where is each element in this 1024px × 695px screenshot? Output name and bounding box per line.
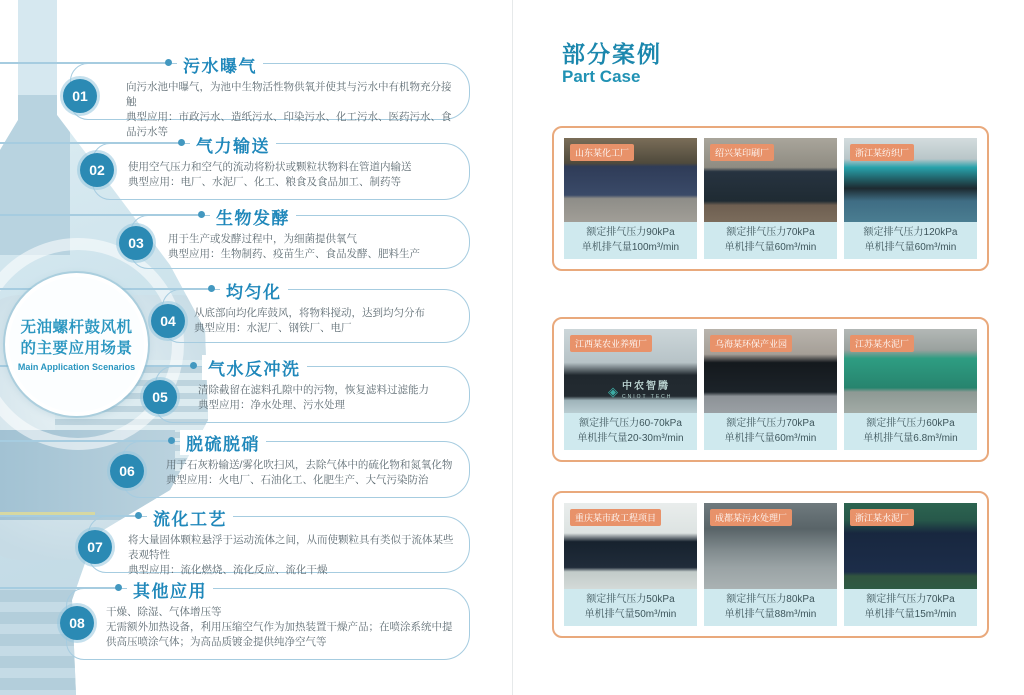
scenario-description bbox=[198, 383, 454, 413]
case-specs bbox=[844, 222, 977, 259]
scenario-title: 流化工艺 bbox=[147, 505, 233, 530]
watermark-text-en: CNIOT TECH bbox=[622, 394, 673, 400]
scenario-title: 生物发酵 bbox=[210, 204, 296, 229]
case-spec-flow: 单机排气量6.8m³/min bbox=[863, 433, 958, 444]
scenario-description bbox=[168, 232, 454, 262]
bullet-dot-icon bbox=[115, 584, 122, 591]
case-card bbox=[704, 138, 837, 259]
case-spec-pressure: 额定排气压力80kPa bbox=[726, 594, 815, 605]
case-spec-flow: 单机排气量88m³/min bbox=[724, 609, 817, 620]
scenario-item bbox=[0, 57, 470, 138]
case-group-row3 bbox=[552, 491, 989, 638]
case-spec-flow: 单机排气量15m³/min bbox=[864, 609, 957, 620]
case-card bbox=[844, 138, 977, 259]
case-spec-pressure: 额定排气压力70kPa bbox=[726, 418, 815, 429]
scenario-desc-line: 清除截留在滤料孔隙中的污物，恢复滤料过滤能力 bbox=[198, 384, 429, 396]
case-location-tag: 绍兴某印刷厂 bbox=[710, 144, 774, 161]
connector-line bbox=[0, 142, 178, 144]
case-photo bbox=[704, 503, 837, 589]
scenario-number-badge: 01 bbox=[63, 79, 97, 113]
scenario-desc-line: 用于石灰粉输送/雾化吹扫风，去除气体中的硫化物和氮氧化物 bbox=[166, 459, 453, 471]
case-location-tag: 浙江某纺织厂 bbox=[850, 144, 914, 161]
bullet-dot-icon bbox=[165, 59, 172, 66]
case-location-tag: 江苏某水泥厂 bbox=[850, 335, 914, 352]
scenario-description bbox=[106, 605, 454, 650]
scenario-number-badge: 08 bbox=[60, 606, 94, 640]
scenario-number-badge: 07 bbox=[78, 530, 112, 564]
scenario-desc-apps: 典型应用：市政污水、造纸污水、印染污水、化工污水、医药污水、食品污水等 bbox=[126, 111, 452, 138]
scenario-number-badge: 06 bbox=[110, 454, 144, 488]
page-divider bbox=[512, 0, 513, 695]
case-photo bbox=[704, 329, 837, 413]
scenario-item bbox=[0, 435, 470, 498]
case-spec-flow: 单机排气量60m³/min bbox=[724, 433, 817, 444]
case-location-tag: 重庆某市政工程项目 bbox=[570, 509, 661, 526]
scenario-desc-apps: 无需额外加热设备，利用压缩空气作为加热装置干燥产品；在喷涂系统中提供高压喷涂气体；为高品质镀金提供纯净空气等 bbox=[106, 621, 453, 648]
case-photo bbox=[564, 138, 697, 222]
case-card bbox=[704, 503, 837, 626]
bullet-dot-icon bbox=[190, 362, 197, 369]
case-specs bbox=[844, 589, 977, 626]
bullet-dot-icon bbox=[178, 139, 185, 146]
scenario-title: 脱硫脱硝 bbox=[180, 430, 266, 455]
scenario-desc-apps: 典型应用：水泥厂、钢铁厂、电厂 bbox=[194, 322, 352, 334]
case-spec-pressure: 额定排气压力70kPa bbox=[866, 594, 955, 605]
bullet-dot-icon bbox=[168, 437, 175, 444]
case-photo bbox=[844, 138, 977, 222]
scenario-desc-apps: 典型应用：流化燃烧、流化反应、流化干燥 bbox=[128, 564, 328, 576]
scenario-description bbox=[166, 458, 454, 488]
case-specs bbox=[564, 589, 697, 626]
scenario-title: 污水曝气 bbox=[177, 52, 263, 77]
scenario-description bbox=[126, 80, 454, 140]
scenario-desc-line: 从底部向均化库鼓风，将物料搅动，达到均匀分布 bbox=[194, 307, 425, 319]
scenario-description bbox=[128, 533, 454, 578]
scenario-desc-apps: 典型应用：净水处理、污水处理 bbox=[198, 399, 345, 411]
bullet-dot-icon bbox=[198, 211, 205, 218]
scenario-item bbox=[0, 209, 470, 269]
case-spec-flow: 单机排气量50m³/min bbox=[584, 609, 677, 620]
case-spec-pressure: 额定排气压力120kPa bbox=[863, 227, 958, 238]
scenario-number-badge: 04 bbox=[151, 304, 185, 338]
cases-title-cn: 部分案例 bbox=[562, 41, 662, 67]
watermark-diamond-icon: ◈ bbox=[608, 383, 618, 399]
case-location-tag: 乌海某环保产业园 bbox=[710, 335, 792, 352]
scenario-desc-line: 干燥、除湿、气体增压等 bbox=[106, 606, 222, 618]
case-location-tag: 成都某污水处理厂 bbox=[710, 509, 792, 526]
case-spec-pressure: 额定排气压力50kPa bbox=[586, 594, 675, 605]
scenario-desc-line: 用于生产或发酵过程中，为细菌提供氧气 bbox=[168, 233, 357, 245]
case-card bbox=[844, 503, 977, 626]
case-group-row1 bbox=[552, 126, 989, 271]
case-card bbox=[704, 329, 837, 450]
badge-subtitle: Main Application Scenarios bbox=[17, 362, 136, 372]
scenario-item bbox=[0, 510, 470, 576]
badge-title-line1: 无油螺杆鼓风机 bbox=[20, 319, 133, 336]
case-spec-pressure: 额定排气压力60-70kPa bbox=[579, 418, 682, 429]
case-spec-pressure: 额定排气压力60kPa bbox=[866, 418, 955, 429]
case-location-tag: 山东某化工厂 bbox=[570, 144, 634, 161]
case-location-tag: 浙江某水泥厂 bbox=[850, 509, 914, 526]
scenario-desc-apps: 典型应用：火电厂、石油化工、化肥生产、大气污染防治 bbox=[166, 474, 429, 486]
scenario-desc-line: 将大量固体颗粒悬浮于运动流体之间，从而使颗粒具有类似于流体某些表观特性 bbox=[128, 534, 454, 561]
scenario-title: 其他应用 bbox=[127, 577, 213, 602]
case-photo bbox=[564, 329, 697, 413]
main-title-badge bbox=[5, 273, 148, 416]
connector-line bbox=[0, 515, 135, 517]
case-specs bbox=[844, 413, 977, 450]
scenario-title: 气力输送 bbox=[190, 132, 276, 157]
case-photo bbox=[844, 503, 977, 589]
case-spec-pressure: 额定排气压力70kPa bbox=[726, 227, 815, 238]
scenario-desc-apps: 典型应用：生物制药、疫苗生产、食品发酵、肥料生产 bbox=[168, 248, 420, 260]
case-specs bbox=[564, 413, 697, 450]
case-photo bbox=[704, 138, 837, 222]
case-spec-flow: 单机排气量60m³/min bbox=[864, 242, 957, 253]
scenario-number-badge: 03 bbox=[119, 226, 153, 260]
scenario-desc-line: 向污水池中曝气，为池中生物活性物供氧并使其与污水中有机物充分接触 bbox=[126, 81, 452, 108]
case-specs bbox=[704, 222, 837, 259]
scenario-title: 气水反冲洗 bbox=[202, 355, 307, 380]
case-spec-flow: 单机排气量60m³/min bbox=[724, 242, 817, 253]
case-specs bbox=[564, 222, 697, 259]
bullet-dot-icon bbox=[135, 512, 142, 519]
case-location-tag: 江西某农业养殖厂 bbox=[570, 335, 652, 352]
case-photo bbox=[564, 503, 697, 589]
case-spec-flow: 单机排气量20-30m³/min bbox=[577, 433, 684, 444]
cases-title-en: Part Case bbox=[562, 67, 641, 86]
scenario-number-badge: 05 bbox=[143, 380, 177, 414]
scenario-desc-apps: 典型应用：电厂、水泥厂、化工、粮食及食品加工、制药等 bbox=[128, 176, 401, 188]
scenario-item bbox=[0, 582, 470, 660]
watermark-text-cn: 中农智腾 bbox=[622, 381, 670, 392]
case-spec-pressure: 额定排气压力90kPa bbox=[586, 227, 675, 238]
scenario-desc-line: 使用空气压力和空气的流动将粉状或颗粒状物料在管道内输送 bbox=[128, 161, 412, 173]
case-card bbox=[844, 329, 977, 450]
connector-line bbox=[0, 62, 165, 64]
scenario-title: 均匀化 bbox=[220, 278, 288, 303]
scenario-item bbox=[0, 137, 470, 200]
scenario-number-badge: 02 bbox=[80, 153, 114, 187]
connector-line bbox=[0, 440, 168, 442]
bullet-dot-icon bbox=[208, 285, 215, 292]
connector-line bbox=[0, 587, 115, 589]
photo-watermark bbox=[608, 382, 672, 400]
scenario-description bbox=[194, 306, 454, 336]
case-card bbox=[564, 138, 697, 259]
case-spec-flow: 单机排气量100m³/min bbox=[581, 242, 680, 253]
case-specs bbox=[704, 413, 837, 450]
badge-title-line2: 的主要应用场景 bbox=[20, 340, 133, 357]
case-specs bbox=[704, 589, 837, 626]
case-card bbox=[564, 503, 697, 626]
scenario-description bbox=[128, 160, 454, 190]
connector-line bbox=[0, 214, 198, 216]
case-photo bbox=[844, 329, 977, 413]
